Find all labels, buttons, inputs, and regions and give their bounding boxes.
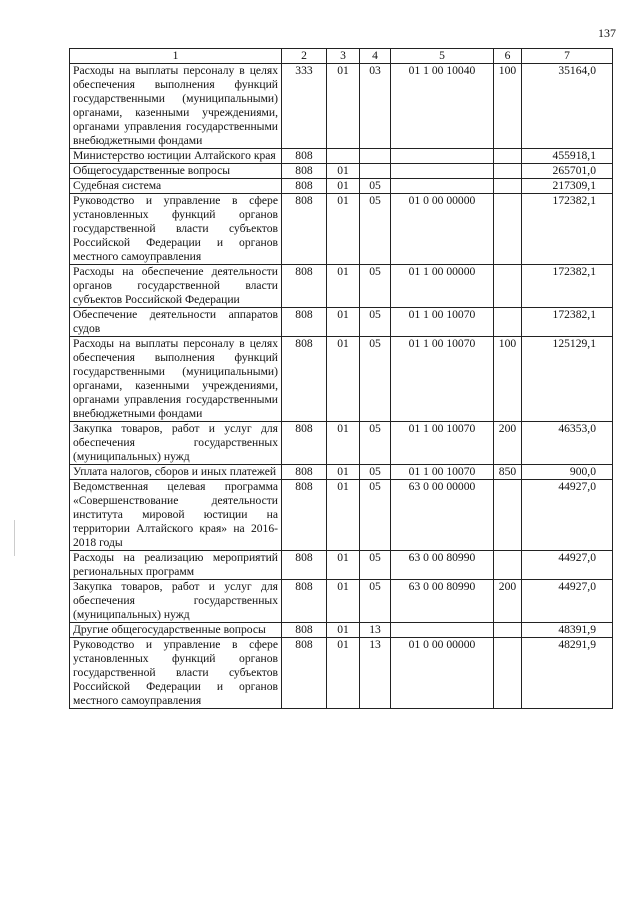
expense-name: Закупка товаров, работ и услуг для обеспечения государственных (муниципальных) нужд: [70, 580, 282, 623]
table-row: [70, 265, 613, 308]
expense-name: Расходы на обеспечение деятельности органов государственной власти субъектов Российской Федерации: [70, 265, 282, 308]
ministry-code: 808: [282, 337, 327, 422]
ministry-code: 808: [282, 465, 327, 480]
subsection-code: 05: [360, 337, 391, 422]
target-article-code: 01 0 00 00000: [391, 194, 494, 265]
amount: 46353,0: [522, 422, 613, 465]
table-row: [70, 551, 613, 580]
expense-type-code: 100: [494, 337, 522, 422]
subsection-code: 13: [360, 623, 391, 638]
section-code: 01: [327, 422, 360, 465]
amount: 35164,0: [522, 64, 613, 149]
expense-name: Закупка товаров, работ и услуг для обеспечения государственных (муниципальных) нужд: [70, 422, 282, 465]
target-article-code: [391, 623, 494, 638]
subsection-code: 05: [360, 551, 391, 580]
subsection-code: 13: [360, 638, 391, 709]
target-article-code: [391, 149, 494, 164]
table-row: [70, 179, 613, 194]
ministry-code: 808: [282, 179, 327, 194]
table-row: [70, 465, 613, 480]
expense-type-code: 200: [494, 422, 522, 465]
target-article-code: [391, 164, 494, 179]
expense-type-code: 100: [494, 64, 522, 149]
table-row: [70, 64, 613, 149]
target-article-code: 01 1 00 10070: [391, 465, 494, 480]
expense-name: Другие общегосударственные вопросы: [70, 623, 282, 638]
section-code: 01: [327, 480, 360, 551]
amount: 172382,1: [522, 308, 613, 337]
scan-fold-mark: [14, 520, 15, 556]
subsection-code: 03: [360, 64, 391, 149]
section-code: 01: [327, 179, 360, 194]
column-number: 4: [360, 49, 391, 64]
expense-name: Расходы на выплаты персоналу в целях обеспечения выполнения функций государственными (муниципальными) органами, казенными учреждениями, органами управления государственными внебюджетными фондами: [70, 337, 282, 422]
amount: 44927,0: [522, 551, 613, 580]
ministry-code: 808: [282, 194, 327, 265]
expense-type-code: [494, 551, 522, 580]
page-number: 137: [598, 26, 616, 40]
target-article-code: 01 1 00 10070: [391, 337, 494, 422]
amount: 172382,1: [522, 265, 613, 308]
expense-name: Расходы на реализацию мероприятий региональных программ: [70, 551, 282, 580]
expense-name: Расходы на выплаты персоналу в целях обеспечения выполнения функций государственными (муниципальными) органами, казенными учреждениями, органами управления государственными внебюджетными фондами: [70, 64, 282, 149]
expense-type-code: [494, 149, 522, 164]
column-number: 3: [327, 49, 360, 64]
target-article-code: 01 1 00 00000: [391, 265, 494, 308]
expense-type-code: 850: [494, 465, 522, 480]
column-number: 5: [391, 49, 494, 64]
ministry-code: 808: [282, 422, 327, 465]
expense-name: Руководство и управление в сфере установленных функций органов государственной власти субъектов Российской Федерации и органов местного самоуправления: [70, 194, 282, 265]
amount: 48291,9: [522, 638, 613, 709]
subsection-code: [360, 149, 391, 164]
target-article-code: [391, 179, 494, 194]
column-number-row: [70, 49, 613, 64]
column-number: 7: [522, 49, 613, 64]
ministry-code: 333: [282, 64, 327, 149]
subsection-code: 05: [360, 194, 391, 265]
table-row: [70, 422, 613, 465]
ministry-code: 808: [282, 638, 327, 709]
amount: 44927,0: [522, 580, 613, 623]
table-row: [70, 308, 613, 337]
amount: 48391,9: [522, 623, 613, 638]
section-code: 01: [327, 265, 360, 308]
expense-type-code: [494, 638, 522, 709]
ministry-code: 808: [282, 551, 327, 580]
subsection-code: 05: [360, 422, 391, 465]
expense-type-code: [494, 623, 522, 638]
budget-table: [69, 48, 613, 709]
amount: 44927,0: [522, 480, 613, 551]
subsection-code: 05: [360, 465, 391, 480]
table-row: [70, 149, 613, 164]
expense-type-code: [494, 179, 522, 194]
expense-name: Министерство юстиции Алтайского края: [70, 149, 282, 164]
expense-name: Уплата налогов, сборов и иных платежей: [70, 465, 282, 480]
expense-name: Руководство и управление в сфере установленных функций органов государственной власти субъектов Российской Федерации и органов местного самоуправления: [70, 638, 282, 709]
section-code: 01: [327, 308, 360, 337]
table-row: [70, 638, 613, 709]
section-code: 01: [327, 465, 360, 480]
ministry-code: 808: [282, 580, 327, 623]
table-row: [70, 164, 613, 179]
expense-name: Судебная система: [70, 179, 282, 194]
expense-type-code: [494, 164, 522, 179]
column-number: 1: [70, 49, 282, 64]
section-code: 01: [327, 164, 360, 179]
table-row: [70, 194, 613, 265]
section-code: 01: [327, 64, 360, 149]
section-code: 01: [327, 194, 360, 265]
target-article-code: 63 0 00 80990: [391, 551, 494, 580]
subsection-code: 05: [360, 480, 391, 551]
subsection-code: [360, 164, 391, 179]
section-code: [327, 149, 360, 164]
expense-name: Ведомственная целевая программа «Совершенствование деятельности института мировой юстиции на территории Алтайского края» на 2016-2018 годы: [70, 480, 282, 551]
subsection-code: 05: [360, 265, 391, 308]
amount: 265701,0: [522, 164, 613, 179]
section-code: 01: [327, 623, 360, 638]
expense-type-code: [494, 308, 522, 337]
amount: 217309,1: [522, 179, 613, 194]
expense-type-code: [494, 265, 522, 308]
target-article-code: 01 0 00 00000: [391, 638, 494, 709]
ministry-code: 808: [282, 149, 327, 164]
amount: 455918,1: [522, 149, 613, 164]
target-article-code: 01 1 00 10070: [391, 422, 494, 465]
amount: 125129,1: [522, 337, 613, 422]
subsection-code: 05: [360, 308, 391, 337]
section-code: 01: [327, 337, 360, 422]
target-article-code: 63 0 00 80990: [391, 580, 494, 623]
subsection-code: 05: [360, 179, 391, 194]
ministry-code: 808: [282, 623, 327, 638]
expense-type-code: [494, 480, 522, 551]
amount: 172382,1: [522, 194, 613, 265]
section-code: 01: [327, 580, 360, 623]
table-row: [70, 337, 613, 422]
subsection-code: 05: [360, 580, 391, 623]
target-article-code: 01 1 00 10040: [391, 64, 494, 149]
target-article-code: 01 1 00 10070: [391, 308, 494, 337]
column-number: 6: [494, 49, 522, 64]
expense-type-code: 200: [494, 580, 522, 623]
table-row: [70, 623, 613, 638]
table-row: [70, 580, 613, 623]
target-article-code: 63 0 00 00000: [391, 480, 494, 551]
expense-name: Обеспечение деятельности аппаратов судов: [70, 308, 282, 337]
ministry-code: 808: [282, 265, 327, 308]
expense-name: Общегосударственные вопросы: [70, 164, 282, 179]
table-row: [70, 480, 613, 551]
ministry-code: 808: [282, 308, 327, 337]
section-code: 01: [327, 638, 360, 709]
ministry-code: 808: [282, 164, 327, 179]
section-code: 01: [327, 551, 360, 580]
ministry-code: 808: [282, 480, 327, 551]
amount: 900,0: [522, 465, 613, 480]
expense-type-code: [494, 194, 522, 265]
column-number: 2: [282, 49, 327, 64]
